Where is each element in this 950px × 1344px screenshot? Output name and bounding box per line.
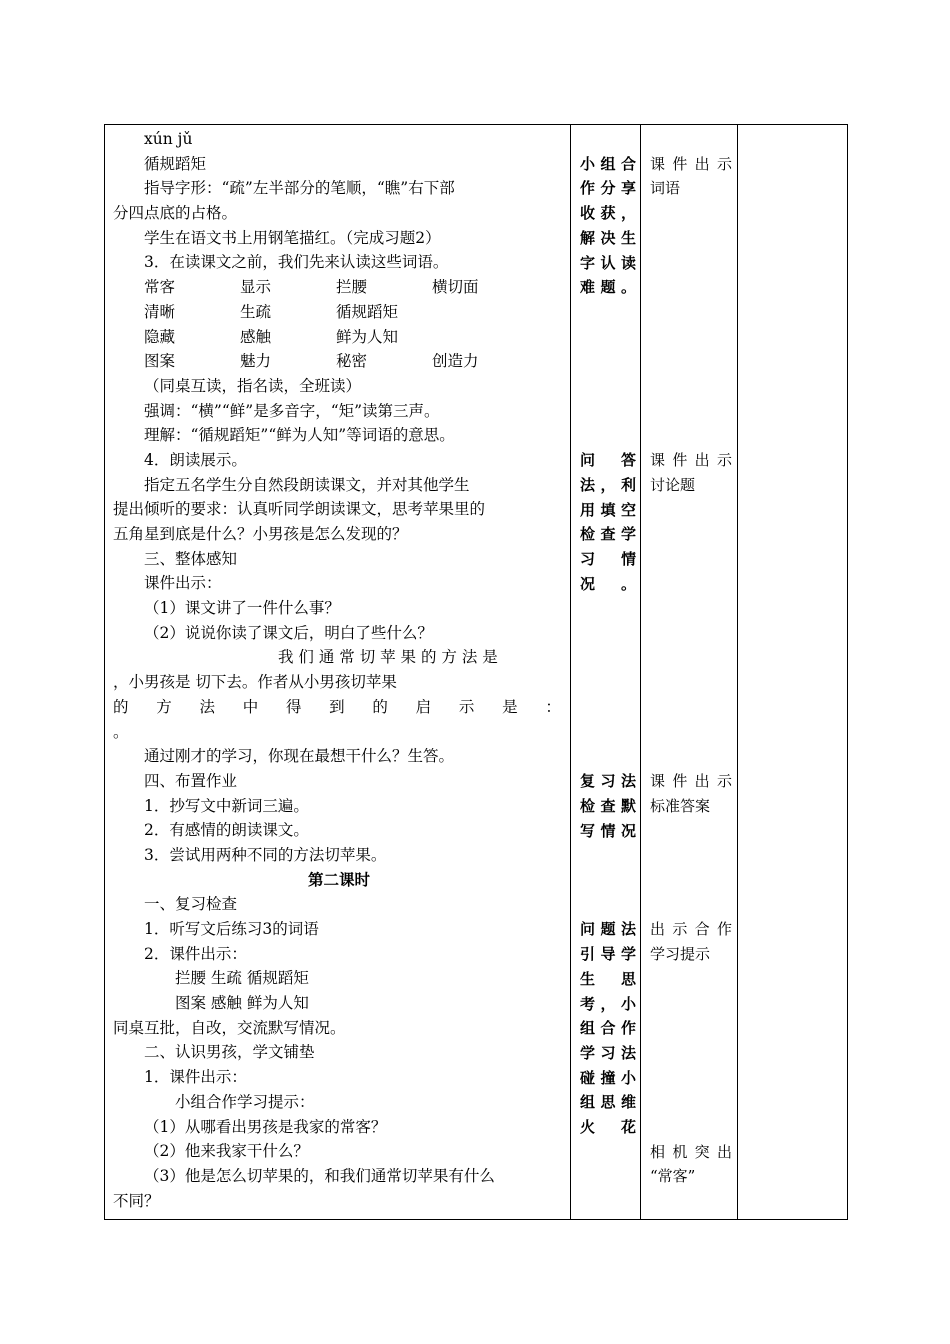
spread-char: ： [545,697,561,716]
method-note-line: 复习法 [580,772,636,791]
spread-char: 的 [113,697,129,716]
text-line: 2．有感情的朗读课文。 [144,821,309,840]
method-note-line: 习 情 [580,549,636,568]
text-line: 一、复习检查 [144,895,238,914]
resource-note [650,1140,732,1189]
text-line: 图案 感触 鲜为人知 [175,994,309,1013]
text-line: （同桌互读，指名读，全班读） [144,376,362,395]
spread-char: 中 [242,697,259,716]
resource-note-line: 学习提示 [650,945,711,964]
spread-char: 是 [502,697,518,716]
vocab-word: 感触 [240,327,272,346]
method-note-line: 小组合 [580,154,636,173]
method-note-line: 收获， [580,204,636,223]
text-line: 三、整体感知 [144,549,238,568]
method-note-line: 引导学 [580,945,636,964]
resource-note [650,448,732,497]
text-line: xún jǔ [144,130,193,148]
method-note-line: 解决生 [580,228,636,247]
method-note [580,152,636,300]
method-note-line: 法，利 [580,475,636,494]
vocab-word: 横切面 [432,278,479,297]
text-line: 四、布置作业 [144,771,238,790]
resource-note [650,917,732,966]
text-line: 3．在读课文之前，我们先来认读这些词语。 [144,253,449,272]
text-line: （3）他是怎么切苹果的，和我们通常切苹果有什么 [144,1166,495,1185]
text-line: 循规蹈矩 [144,154,207,173]
column-divider [640,125,641,1219]
spread-char: 到 [329,697,345,716]
method-note-line: 况。 [580,574,636,593]
method-note-line: 组思维 [580,1093,636,1112]
lesson-plan-table [104,124,848,1220]
text-line: ，小男孩是 切下去。作者从小男孩切苹果 [113,673,397,692]
spread-char: 示 [458,697,475,716]
method-note-line: 碰撞小 [580,1068,636,1087]
text-line: 小组合作学习提示： [175,1092,315,1111]
text-line: 我 们 通 常 切 苹 果 的 方 法 是 [278,648,498,667]
method-note-line: 检查默 [580,796,636,815]
text-line: 二、认识男孩，学文铺垫 [144,1043,315,1062]
text-line: （2）他来我家干什么？ [144,1142,309,1161]
method-note-line: 检查学 [580,525,636,544]
spread-char: 的 [372,697,388,716]
resource-note-line: 相机突出 [650,1142,732,1161]
vocab-word: 拦腰 [336,278,368,297]
vocab-word: 常客 [144,278,176,297]
text-line: 同桌互批，自改，交流默写情况。 [113,1018,346,1037]
text-line: 拦腰 生疏 循规蹈矩 [175,969,309,988]
method-note-line: 学习法 [580,1043,636,1062]
method-note [580,448,636,596]
text-line [113,695,565,720]
text-line: （1）从哪看出男孩是我家的常客？ [144,1117,387,1136]
text-line: 指定五名学生分自然段朗读课文，并对其他学生 [144,475,470,494]
method-note-line: 字认读 [580,253,636,272]
resource-note-line: “常客” [650,1167,696,1186]
method-note-line: 问 答 [580,451,636,470]
method-note-line: 写情况 [580,821,636,840]
text-line: 3．尝试用两种不同的方法切苹果。 [144,845,387,864]
vocab-word: 显示 [240,278,272,297]
text-line: 强调：“横”“鲜”是多音字，“矩”读第三声。 [144,401,440,420]
text-line [113,325,565,350]
resource-note-line: 标准答案 [650,796,711,815]
text-line: 课件出示： [144,574,222,593]
spread-char: 法 [199,697,215,716]
vocab-word: 秘密 [336,352,368,371]
text-line: 不同？ [113,1191,160,1210]
vocab-word: 循规蹈矩 [336,302,399,321]
method-note-line: 作分享 [580,179,636,198]
text-line: 4．朗读展示。 [144,450,247,469]
resource-note [650,152,732,201]
method-note [580,917,636,1139]
method-note-line: 考，小 [580,994,636,1013]
resource-note-line: 讨论题 [650,475,696,494]
column-divider [570,125,571,1219]
resource-note-line: 课件出示 [650,451,732,470]
teaching-process-column [113,127,565,1213]
method-note-line: 问题法 [580,920,636,939]
method-note-line: 难题。 [580,278,636,297]
method-note [580,769,636,843]
resource-note-line: 出示合作 [650,920,732,939]
spread-char: 方 [156,697,172,716]
method-note-line: 组合作 [580,1019,636,1038]
vocab-word: 生疏 [240,302,272,321]
spread-char: 得 [285,697,302,716]
text-line: 第二课时 [307,869,370,889]
text-line: 通过刚才的学习，你现在最想干什么？生答。 [144,747,455,766]
text-line: 分四点底的占格。 [113,204,238,223]
vocab-word: 魅力 [240,352,272,371]
text-line [113,300,565,325]
text-line: 2．课件出示： [144,944,247,963]
text-line: 1．抄写文中新词三遍。 [144,796,309,815]
column-divider [737,125,738,1219]
resource-note [650,769,732,818]
resource-note-line: 课件出示 [650,772,732,791]
text-line: 理解：“循规蹈矩”“鲜为人知”等词语的意思。 [144,426,455,445]
text-line: 。 [113,722,129,741]
text-line: 1．听写文后练习3的词语 [144,920,319,938]
vocab-word: 隐藏 [144,327,176,346]
resource-note-line: 课件出示 [650,154,732,173]
text-line: 提出倾听的要求：认真听同学朗读课文，思考苹果里的 [113,500,486,519]
vocab-word: 创造力 [432,352,479,371]
text-line: 指导字形：“疏”左半部分的笔顺，“瞧”右下部 [144,179,455,198]
method-note-line: 用填空 [580,500,636,519]
text-line [113,349,565,374]
text-line: （1）课文讲了一件什么事？ [144,599,340,618]
spread-char: 启 [415,697,432,716]
text-line: （2）说说你读了课文后，明白了些什么？ [144,623,433,642]
method-note-line: 生 思 [580,969,636,988]
resource-note-line: 词语 [650,179,681,198]
vocab-word: 清晰 [144,302,176,321]
text-line [113,275,565,300]
text-line: 1．课件出示： [144,1068,247,1087]
method-note-line: 火花 [580,1118,636,1137]
vocab-word: 鲜为人知 [336,327,399,346]
vocab-word: 图案 [144,352,176,371]
text-line: 学生在语文书上用钢笔描红。（完成习题2） [144,228,441,247]
text-line: 五角星到底是什么？小男孩是怎么发现的？ [113,525,408,543]
